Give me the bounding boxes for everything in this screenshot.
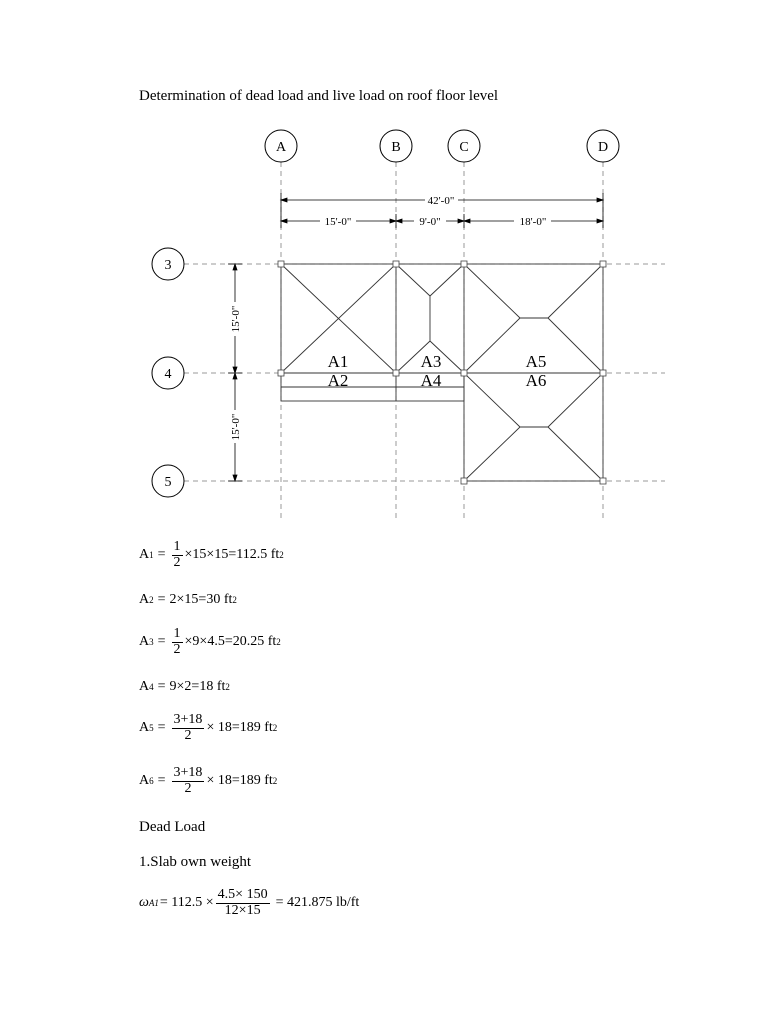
dim-vertical-45: 15'-0"	[230, 413, 242, 441]
equation-a2	[139, 592, 237, 608]
eq-unit-sup: 2	[272, 723, 278, 734]
eq-label: A	[139, 547, 150, 563]
fraction	[172, 627, 183, 657]
dim-span-cd: 18'-0"	[519, 216, 547, 228]
eq-sign: =	[157, 634, 166, 650]
eq-label: A	[139, 773, 150, 789]
frac-den: 12×15	[224, 902, 261, 918]
grid-label-d: D	[597, 140, 609, 155]
grid-label-5: 5	[164, 475, 172, 490]
frac-den: 2	[173, 554, 181, 570]
dim-vertical-34: 15'-0"	[230, 305, 242, 333]
eq-sign: =	[157, 773, 166, 789]
dimension-lines	[228, 193, 603, 481]
frac-den: 2	[184, 727, 192, 743]
grid-label-3: 3	[164, 258, 172, 273]
eq-rest: 9×2=18 ft	[169, 679, 226, 694]
eq-rest: ×15×15=112.5 ft	[184, 547, 280, 563]
area-label-a1: A1	[327, 352, 349, 371]
fraction	[172, 540, 183, 570]
eq-sub: 1	[149, 550, 154, 561]
equation-a4	[139, 679, 230, 695]
eq-rest: × 18=189 ft	[206, 720, 273, 736]
frac-num: 1	[173, 626, 181, 641]
equation-a6	[139, 766, 277, 796]
equation-a3	[139, 627, 281, 657]
dim-total: 42'-0"	[427, 195, 455, 207]
omega-sub: A1	[148, 898, 159, 909]
eq-label: A	[139, 720, 150, 736]
eq-sign: =	[157, 679, 166, 694]
area-label-a5: A5	[525, 352, 547, 371]
eq-rest: 2×15=30 ft	[169, 592, 233, 607]
frac-num: 1	[173, 539, 181, 554]
fraction	[172, 713, 205, 743]
eq-unit-sup: 2	[272, 776, 278, 787]
grid-label-b: B	[391, 140, 401, 155]
omega-rhs: = 421.875 lb/ft	[275, 895, 360, 911]
equation-a5	[139, 713, 277, 743]
eq-unit-sup: 2	[225, 682, 230, 692]
eq-rest: × 18=189 ft	[206, 773, 273, 789]
dim-span-ab: 15'-0"	[324, 216, 352, 228]
eq-label: A	[139, 679, 150, 694]
frac-num: 3+18	[173, 765, 203, 780]
dead-load-heading: Dead Load	[139, 819, 206, 835]
eq-sub: 4	[149, 682, 154, 692]
frac-den: 2	[173, 641, 181, 657]
omega-symbol: ω	[139, 895, 149, 911]
eq-unit-sup: 2	[232, 595, 237, 605]
frac-num: 4.5× 150	[217, 887, 268, 902]
eq-label: A	[139, 634, 150, 650]
eq-unit-sup: 2	[279, 550, 284, 561]
slab-weight-heading: 1.Slab own weight	[139, 854, 252, 870]
eq-sign: =	[157, 547, 166, 563]
eq-sign: =	[157, 720, 166, 736]
eq-sub: 5	[149, 723, 154, 734]
dim-span-bc: 9'-0"	[419, 216, 441, 228]
frac-num: 3+18	[173, 712, 203, 727]
eq-sub: 2	[149, 595, 154, 605]
eq-unit-sup: 2	[276, 637, 281, 648]
equation-omega-a1	[139, 888, 359, 918]
area-label-a4: A4	[420, 371, 442, 390]
frac-den: 2	[184, 780, 192, 796]
area-label-a6: A6	[525, 371, 547, 390]
grid-label-4: 4	[164, 367, 172, 382]
grid-label-a: A	[275, 140, 287, 155]
eq-rest: ×9×4.5=20.25 ft	[184, 634, 277, 650]
page-title: Determination of dead load and live load on roof floor level	[139, 88, 499, 104]
omega-lhs: = 112.5 ×	[159, 895, 214, 911]
eq-label: A	[139, 592, 150, 607]
equation-a1	[139, 540, 284, 570]
area-label-a2: A2	[327, 371, 349, 390]
area-label-a3: A3	[420, 352, 442, 371]
eq-sign: =	[157, 592, 166, 607]
eq-sub: 3	[149, 637, 154, 648]
fraction	[216, 888, 270, 918]
eq-sub: 6	[149, 776, 154, 787]
grid-label-c: C	[459, 140, 469, 155]
fraction	[172, 766, 205, 796]
